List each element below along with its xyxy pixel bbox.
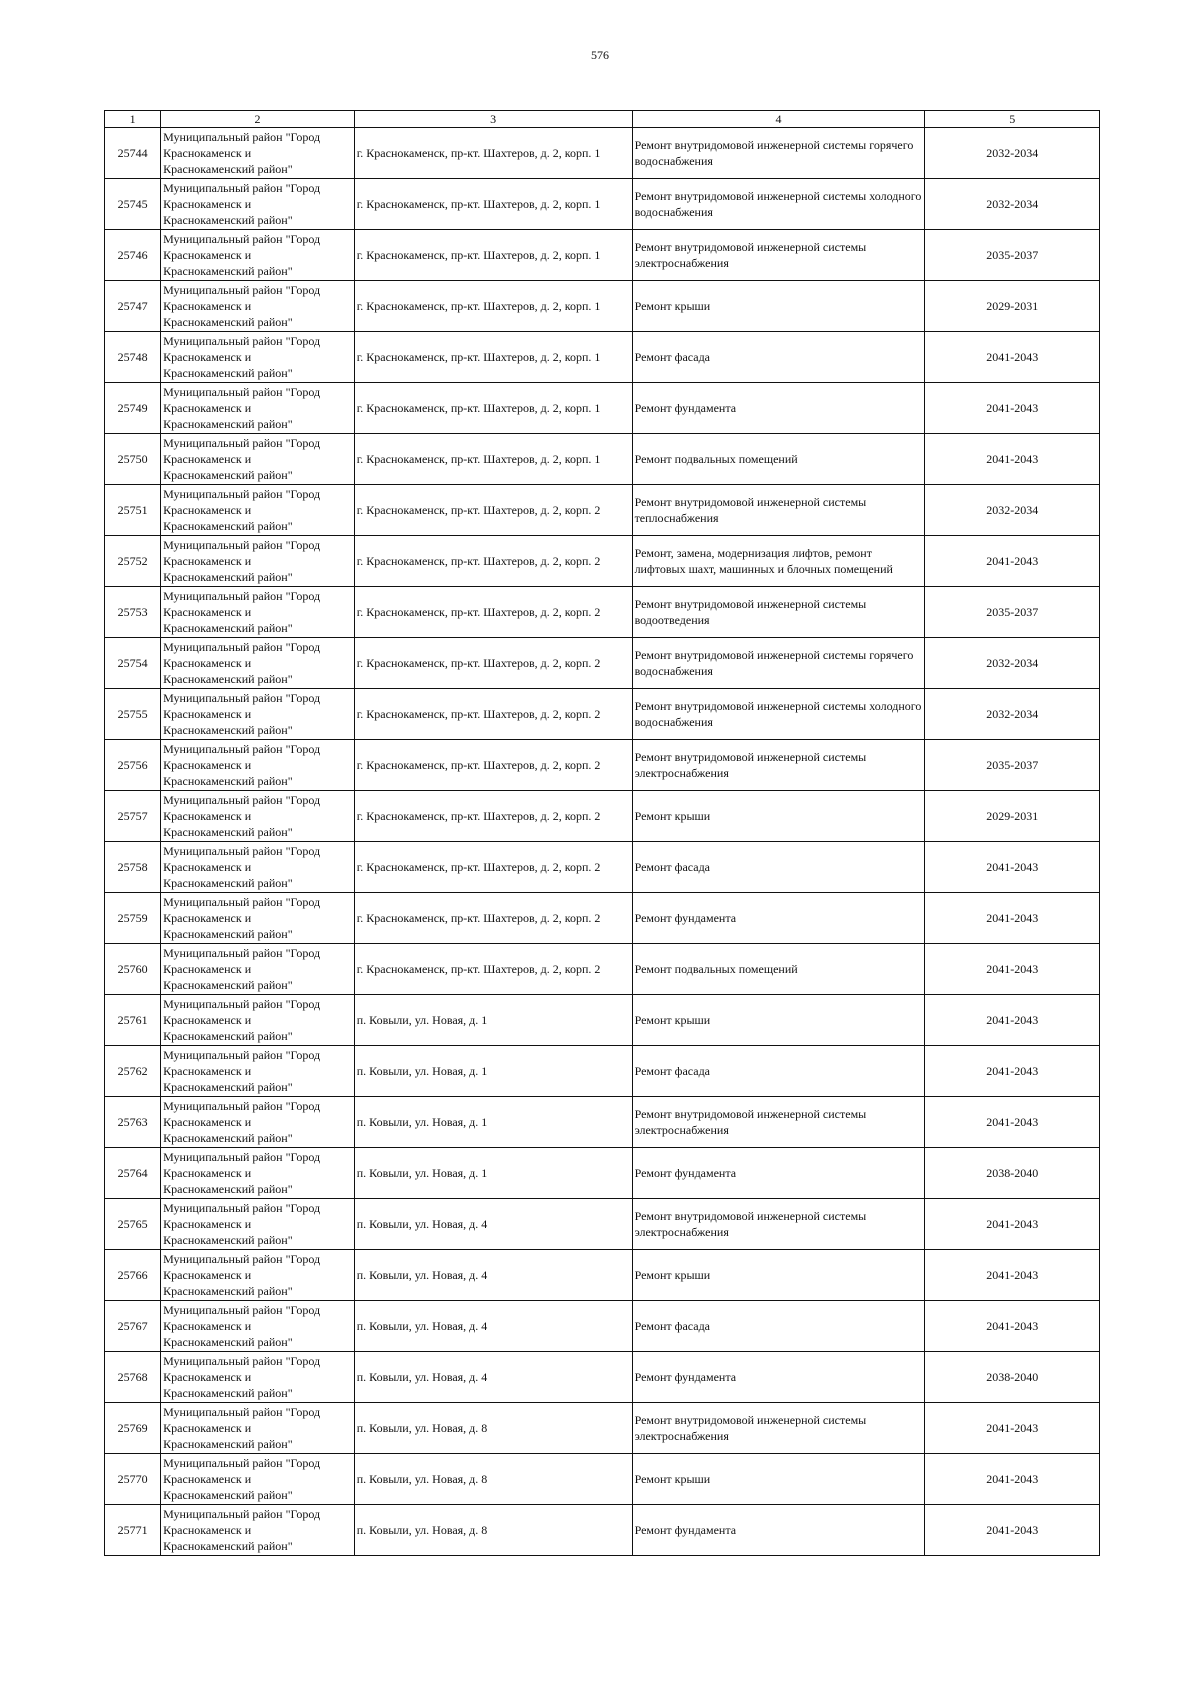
row-number-cell: 25753 xyxy=(105,587,161,638)
table-row xyxy=(105,1199,1100,1250)
period-cell: 2035-2037 xyxy=(925,587,1100,638)
work-type-cell: Ремонт крыши xyxy=(632,1250,925,1301)
table-row xyxy=(105,1301,1100,1352)
work-type-cell: Ремонт фундамента xyxy=(632,383,925,434)
municipality-cell: Муниципальный район "Город Краснокаменск и Краснокаменский район" xyxy=(161,1046,355,1097)
row-number-cell: 25754 xyxy=(105,638,161,689)
table-row xyxy=(105,383,1100,434)
table-row xyxy=(105,1505,1100,1556)
table-row xyxy=(105,995,1100,1046)
address-cell: г. Краснокаменск, пр-кт. Шахтеров, д. 2, корп. 2 xyxy=(354,740,632,791)
municipality-cell: Муниципальный район "Город Краснокаменск и Краснокаменский район" xyxy=(161,638,355,689)
period-cell: 2041-2043 xyxy=(925,332,1100,383)
work-type-cell: Ремонт внутридомовой инженерной системы холодного водоснабжения xyxy=(632,689,925,740)
row-number-cell: 25761 xyxy=(105,995,161,1046)
period-cell: 2041-2043 xyxy=(925,1505,1100,1556)
period-cell: 2032-2034 xyxy=(925,179,1100,230)
municipality-cell: Муниципальный район "Город Краснокаменск и Краснокаменский район" xyxy=(161,689,355,740)
work-type-cell: Ремонт крыши xyxy=(632,791,925,842)
municipality-cell: Муниципальный район "Город Краснокаменск и Краснокаменский район" xyxy=(161,128,355,179)
table-row xyxy=(105,1097,1100,1148)
row-number-cell: 25747 xyxy=(105,281,161,332)
row-number-cell: 25769 xyxy=(105,1403,161,1454)
period-cell: 2041-2043 xyxy=(925,1403,1100,1454)
work-type-cell: Ремонт внутридомовой инженерной системы электроснабжения xyxy=(632,1403,925,1454)
row-number-cell: 25759 xyxy=(105,893,161,944)
table-row xyxy=(105,1148,1100,1199)
period-cell: 2029-2031 xyxy=(925,281,1100,332)
municipality-cell: Муниципальный район "Город Краснокаменск и Краснокаменский район" xyxy=(161,383,355,434)
address-cell: г. Краснокаменск, пр-кт. Шахтеров, д. 2, корп. 2 xyxy=(354,587,632,638)
address-cell: г. Краснокаменск, пр-кт. Шахтеров, д. 2, корп. 1 xyxy=(354,179,632,230)
period-cell: 2035-2037 xyxy=(925,740,1100,791)
period-cell: 2041-2043 xyxy=(925,944,1100,995)
row-number-cell: 25768 xyxy=(105,1352,161,1403)
municipality-cell: Муниципальный район "Город Краснокаменск и Краснокаменский район" xyxy=(161,281,355,332)
work-type-cell: Ремонт внутридомовой инженерной системы электроснабжения xyxy=(632,1097,925,1148)
work-type-cell: Ремонт внутридомовой инженерной системы холодного водоснабжения xyxy=(632,179,925,230)
work-type-cell: Ремонт крыши xyxy=(632,281,925,332)
row-number-cell: 25766 xyxy=(105,1250,161,1301)
address-cell: г. Краснокаменск, пр-кт. Шахтеров, д. 2, корп. 2 xyxy=(354,791,632,842)
address-cell: г. Краснокаменск, пр-кт. Шахтеров, д. 2, корп. 1 xyxy=(354,128,632,179)
table-row xyxy=(105,536,1100,587)
period-cell: 2041-2043 xyxy=(925,995,1100,1046)
municipality-cell: Муниципальный район "Город Краснокаменск и Краснокаменский район" xyxy=(161,536,355,587)
row-number-cell: 25752 xyxy=(105,536,161,587)
row-number-cell: 25770 xyxy=(105,1454,161,1505)
address-cell: г. Краснокаменск, пр-кт. Шахтеров, д. 2, корп. 1 xyxy=(354,434,632,485)
municipality-cell: Муниципальный район "Город Краснокаменск и Краснокаменский район" xyxy=(161,740,355,791)
municipality-cell: Муниципальный район "Город Краснокаменск и Краснокаменский район" xyxy=(161,485,355,536)
row-number-cell: 25755 xyxy=(105,689,161,740)
work-type-cell: Ремонт внутридомовой инженерной системы электроснабжения xyxy=(632,740,925,791)
period-cell: 2038-2040 xyxy=(925,1352,1100,1403)
period-cell: 2041-2043 xyxy=(925,1250,1100,1301)
table-row xyxy=(105,1403,1100,1454)
address-cell: г. Краснокаменск, пр-кт. Шахтеров, д. 2, корп. 2 xyxy=(354,893,632,944)
address-cell: п. Ковыли, ул. Новая, д. 1 xyxy=(354,995,632,1046)
period-cell: 2041-2043 xyxy=(925,1454,1100,1505)
period-cell: 2041-2043 xyxy=(925,893,1100,944)
municipality-cell: Муниципальный район "Город Краснокаменск и Краснокаменский район" xyxy=(161,1199,355,1250)
work-type-cell: Ремонт фасада xyxy=(632,1301,925,1352)
table-row xyxy=(105,179,1100,230)
work-type-cell: Ремонт, замена, модернизация лифтов, ремонт лифтовых шахт, машинных и блочных помещений xyxy=(632,536,925,587)
header-col-1: 1 xyxy=(105,111,161,128)
table-body xyxy=(105,128,1100,1556)
address-cell: г. Краснокаменск, пр-кт. Шахтеров, д. 2, корп. 2 xyxy=(354,485,632,536)
header-col-3: 3 xyxy=(354,111,632,128)
table-row xyxy=(105,485,1100,536)
period-cell: 2041-2043 xyxy=(925,434,1100,485)
work-type-cell: Ремонт внутридомовой инженерной системы горячего водоснабжения xyxy=(632,638,925,689)
address-cell: г. Краснокаменск, пр-кт. Шахтеров, д. 2, корп. 2 xyxy=(354,536,632,587)
work-type-cell: Ремонт крыши xyxy=(632,995,925,1046)
work-type-cell: Ремонт фундамента xyxy=(632,1148,925,1199)
row-number-cell: 25760 xyxy=(105,944,161,995)
row-number-cell: 25767 xyxy=(105,1301,161,1352)
municipality-cell: Муниципальный район "Город Краснокаменск и Краснокаменский район" xyxy=(161,893,355,944)
work-type-cell: Ремонт фундамента xyxy=(632,1352,925,1403)
address-cell: п. Ковыли, ул. Новая, д. 4 xyxy=(354,1199,632,1250)
table-row xyxy=(105,281,1100,332)
work-type-cell: Ремонт внутридомовой инженерной системы электроснабжения xyxy=(632,1199,925,1250)
municipality-cell: Муниципальный район "Город Краснокаменск и Краснокаменский район" xyxy=(161,179,355,230)
municipality-cell: Муниципальный район "Город Краснокаменск и Краснокаменский район" xyxy=(161,1301,355,1352)
address-cell: п. Ковыли, ул. Новая, д. 1 xyxy=(354,1148,632,1199)
repair-schedule-table xyxy=(104,110,1100,1556)
period-cell: 2041-2043 xyxy=(925,1199,1100,1250)
row-number-cell: 25765 xyxy=(105,1199,161,1250)
address-cell: г. Краснокаменск, пр-кт. Шахтеров, д. 2, корп. 2 xyxy=(354,944,632,995)
work-type-cell: Ремонт внутридомовой инженерной системы электроснабжения xyxy=(632,230,925,281)
table-row xyxy=(105,434,1100,485)
row-number-cell: 25757 xyxy=(105,791,161,842)
address-cell: п. Ковыли, ул. Новая, д. 4 xyxy=(354,1301,632,1352)
work-type-cell: Ремонт подвальных помещений xyxy=(632,434,925,485)
table-row xyxy=(105,689,1100,740)
row-number-cell: 25749 xyxy=(105,383,161,434)
address-cell: п. Ковыли, ул. Новая, д. 8 xyxy=(354,1505,632,1556)
period-cell: 2032-2034 xyxy=(925,689,1100,740)
header-col-2: 2 xyxy=(161,111,355,128)
table-row xyxy=(105,638,1100,689)
row-number-cell: 25762 xyxy=(105,1046,161,1097)
work-type-cell: Ремонт внутридомовой инженерной системы теплоснабжения xyxy=(632,485,925,536)
address-cell: п. Ковыли, ул. Новая, д. 8 xyxy=(354,1454,632,1505)
work-type-cell: Ремонт внутридомовой инженерной системы водоотведения xyxy=(632,587,925,638)
municipality-cell: Муниципальный район "Город Краснокаменск и Краснокаменский район" xyxy=(161,230,355,281)
table-row xyxy=(105,587,1100,638)
row-number-cell: 25758 xyxy=(105,842,161,893)
address-cell: г. Краснокаменск, пр-кт. Шахтеров, д. 2, корп. 2 xyxy=(354,842,632,893)
work-type-cell: Ремонт фасада xyxy=(632,332,925,383)
table-row xyxy=(105,893,1100,944)
period-cell: 2029-2031 xyxy=(925,791,1100,842)
work-type-cell: Ремонт подвальных помещений xyxy=(632,944,925,995)
period-cell: 2041-2043 xyxy=(925,1046,1100,1097)
row-number-cell: 25750 xyxy=(105,434,161,485)
address-cell: п. Ковыли, ул. Новая, д. 1 xyxy=(354,1097,632,1148)
page-number: 576 xyxy=(591,48,609,62)
municipality-cell: Муниципальный район "Город Краснокаменск и Краснокаменский район" xyxy=(161,1148,355,1199)
header-col-4: 4 xyxy=(632,111,925,128)
row-number-cell: 25756 xyxy=(105,740,161,791)
address-cell: п. Ковыли, ул. Новая, д. 4 xyxy=(354,1352,632,1403)
municipality-cell: Муниципальный район "Город Краснокаменск и Краснокаменский район" xyxy=(161,434,355,485)
address-cell: п. Ковыли, ул. Новая, д. 4 xyxy=(354,1250,632,1301)
table-row xyxy=(105,842,1100,893)
table-row xyxy=(105,128,1100,179)
period-cell: 2032-2034 xyxy=(925,485,1100,536)
municipality-cell: Муниципальный район "Город Краснокаменск и Краснокаменский район" xyxy=(161,995,355,1046)
work-type-cell: Ремонт крыши xyxy=(632,1454,925,1505)
municipality-cell: Муниципальный район "Город Краснокаменск и Краснокаменский район" xyxy=(161,842,355,893)
period-cell: 2041-2043 xyxy=(925,383,1100,434)
table-row xyxy=(105,791,1100,842)
period-cell: 2032-2034 xyxy=(925,638,1100,689)
period-cell: 2041-2043 xyxy=(925,842,1100,893)
period-cell: 2041-2043 xyxy=(925,536,1100,587)
municipality-cell: Муниципальный район "Город Краснокаменск и Краснокаменский район" xyxy=(161,1403,355,1454)
row-number-cell: 25746 xyxy=(105,230,161,281)
work-type-cell: Ремонт фасада xyxy=(632,842,925,893)
address-cell: г. Краснокаменск, пр-кт. Шахтеров, д. 2, корп. 1 xyxy=(354,332,632,383)
address-cell: г. Краснокаменск, пр-кт. Шахтеров, д. 2, корп. 1 xyxy=(354,383,632,434)
table-row xyxy=(105,740,1100,791)
work-type-cell: Ремонт фундамента xyxy=(632,1505,925,1556)
row-number-cell: 25748 xyxy=(105,332,161,383)
address-cell: г. Краснокаменск, пр-кт. Шахтеров, д. 2, корп. 1 xyxy=(354,230,632,281)
table-row xyxy=(105,1352,1100,1403)
municipality-cell: Муниципальный район "Город Краснокаменск и Краснокаменский район" xyxy=(161,1454,355,1505)
table-row xyxy=(105,1250,1100,1301)
municipality-cell: Муниципальный район "Город Краснокаменск и Краснокаменский район" xyxy=(161,1250,355,1301)
address-cell: г. Краснокаменск, пр-кт. Шахтеров, д. 2, корп. 2 xyxy=(354,689,632,740)
row-number-cell: 25744 xyxy=(105,128,161,179)
address-cell: п. Ковыли, ул. Новая, д. 8 xyxy=(354,1403,632,1454)
table-row xyxy=(105,332,1100,383)
municipality-cell: Муниципальный район "Город Краснокаменск и Краснокаменский район" xyxy=(161,587,355,638)
row-number-cell: 25763 xyxy=(105,1097,161,1148)
work-type-cell: Ремонт фундамента xyxy=(632,893,925,944)
table-row xyxy=(105,944,1100,995)
row-number-cell: 25751 xyxy=(105,485,161,536)
municipality-cell: Муниципальный район "Город Краснокаменск и Краснокаменский район" xyxy=(161,1097,355,1148)
period-cell: 2041-2043 xyxy=(925,1301,1100,1352)
row-number-cell: 25771 xyxy=(105,1505,161,1556)
table-row xyxy=(105,1454,1100,1505)
table-row xyxy=(105,230,1100,281)
municipality-cell: Муниципальный район "Город Краснокаменск и Краснокаменский район" xyxy=(161,791,355,842)
header-col-5: 5 xyxy=(925,111,1100,128)
municipality-cell: Муниципальный район "Город Краснокаменск и Краснокаменский район" xyxy=(161,1505,355,1556)
municipality-cell: Муниципальный район "Город Краснокаменск и Краснокаменский район" xyxy=(161,944,355,995)
period-cell: 2038-2040 xyxy=(925,1148,1100,1199)
municipality-cell: Муниципальный район "Город Краснокаменск и Краснокаменский район" xyxy=(161,1352,355,1403)
row-number-cell: 25764 xyxy=(105,1148,161,1199)
address-cell: п. Ковыли, ул. Новая, д. 1 xyxy=(354,1046,632,1097)
work-type-cell: Ремонт внутридомовой инженерной системы горячего водоснабжения xyxy=(632,128,925,179)
work-type-cell: Ремонт фасада xyxy=(632,1046,925,1097)
table-header-row xyxy=(105,111,1100,128)
row-number-cell: 25745 xyxy=(105,179,161,230)
municipality-cell: Муниципальный район "Город Краснокаменск и Краснокаменский район" xyxy=(161,332,355,383)
period-cell: 2035-2037 xyxy=(925,230,1100,281)
period-cell: 2032-2034 xyxy=(925,128,1100,179)
address-cell: г. Краснокаменск, пр-кт. Шахтеров, д. 2, корп. 1 xyxy=(354,281,632,332)
period-cell: 2041-2043 xyxy=(925,1097,1100,1148)
table-row xyxy=(105,1046,1100,1097)
address-cell: г. Краснокаменск, пр-кт. Шахтеров, д. 2, корп. 2 xyxy=(354,638,632,689)
